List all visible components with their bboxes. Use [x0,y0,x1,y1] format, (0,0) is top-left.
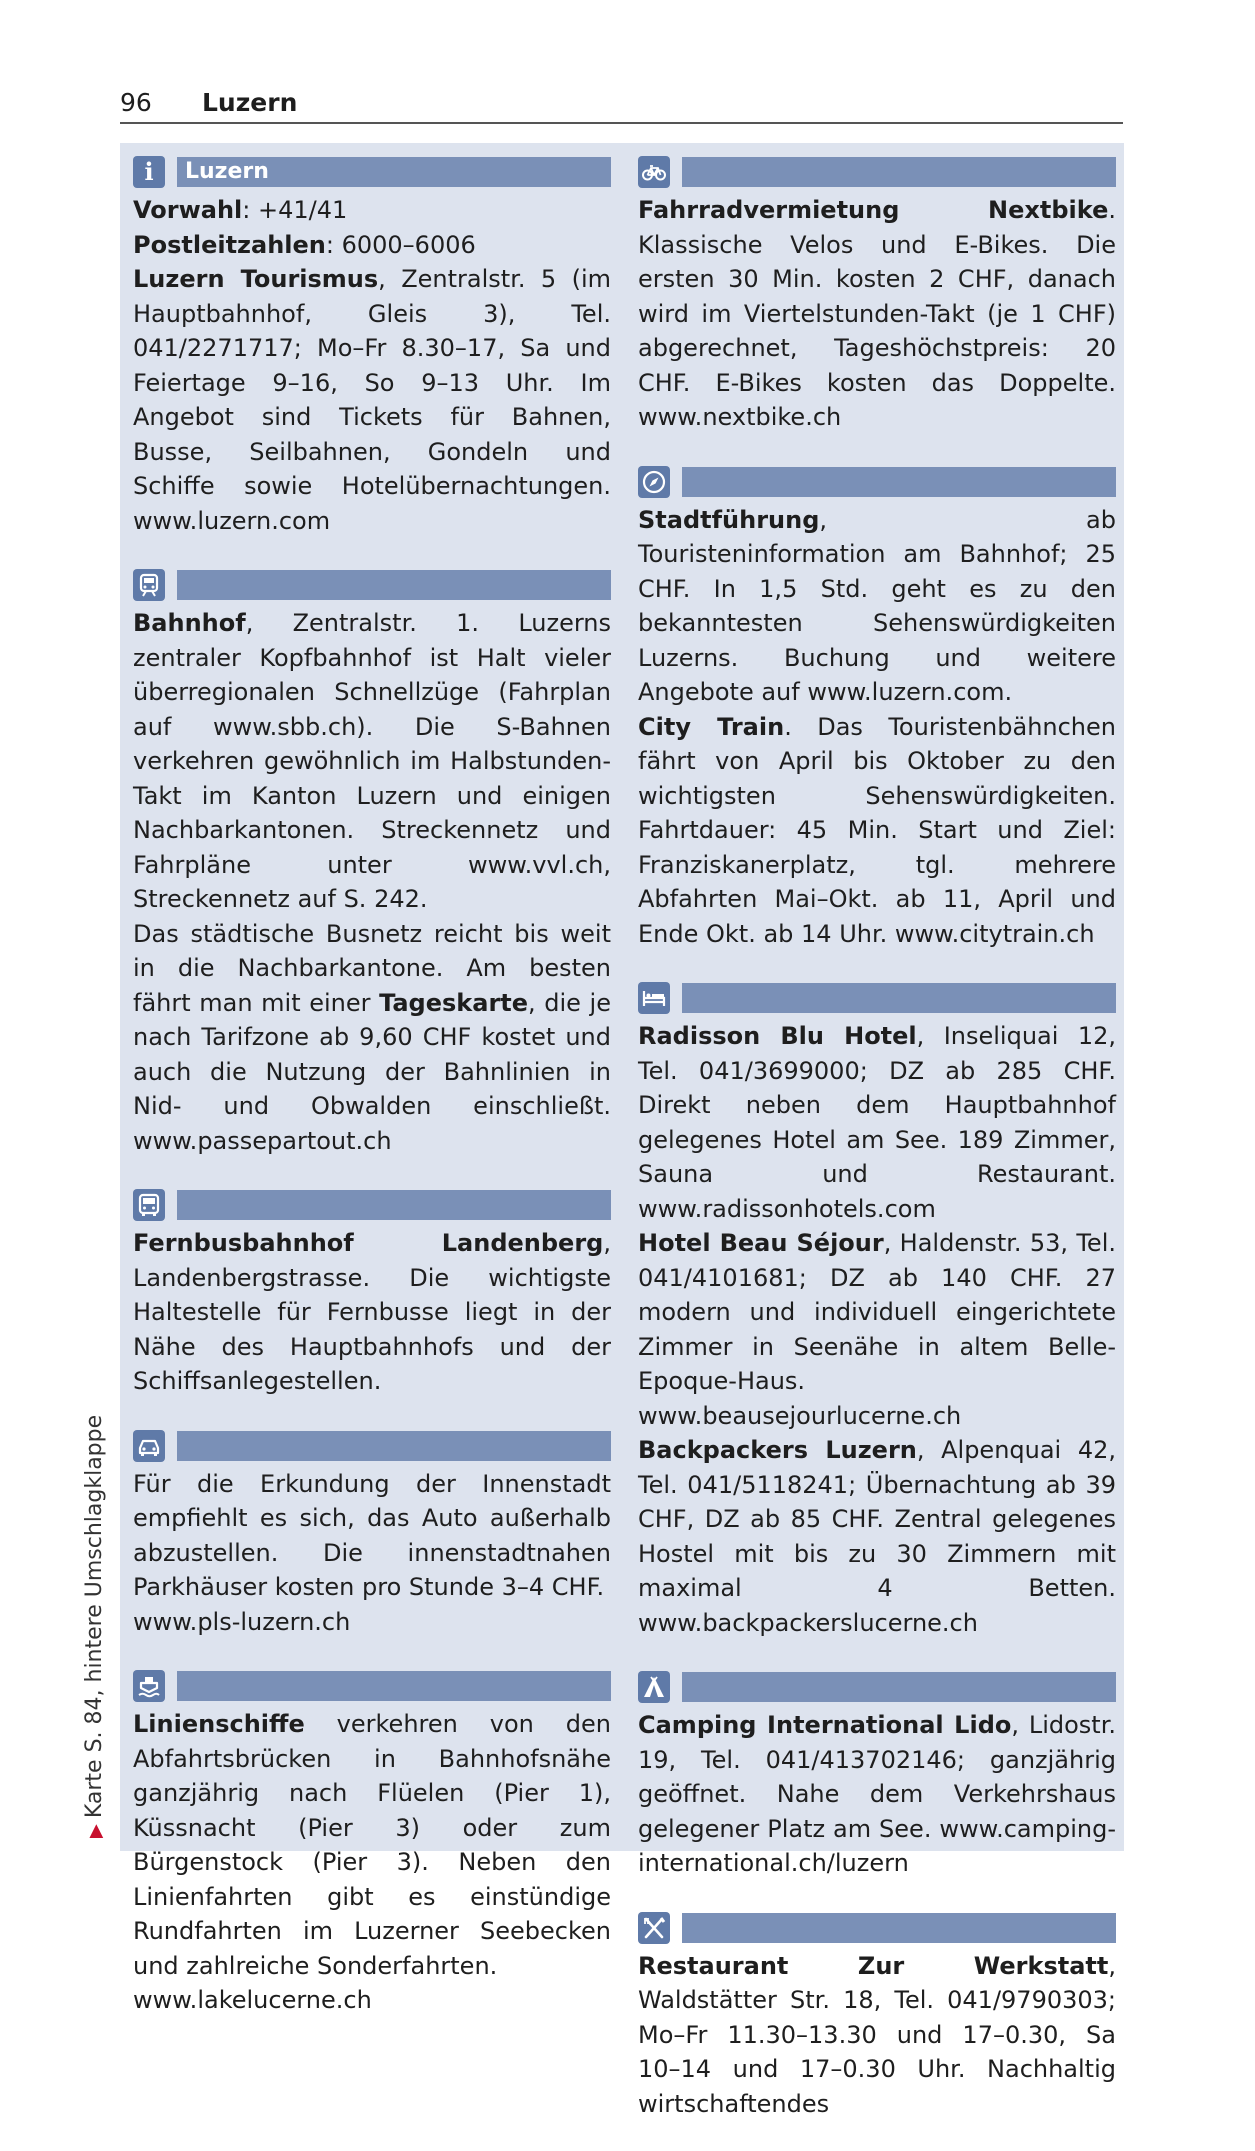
ship-icon [133,1670,165,1702]
bicycle-section [638,155,1116,435]
train-icon [133,569,165,601]
car-icon [133,1430,165,1462]
parking-url: www.pls-luzern.ch [133,1607,351,1636]
right-column [638,155,1116,2151]
section-bar [682,983,1116,1013]
train-section [133,568,611,1158]
section-bar [682,1913,1116,1943]
page-title: Luzern [202,88,298,117]
info-icon: i [133,156,165,188]
section-bar [682,1672,1116,1702]
bed-icon [638,982,670,1014]
compass-icon [638,466,670,498]
vorwahl-line: Vorwahl: +41/41 [133,196,348,224]
backpackers-entry: Backpackers Luzern, Alpenquai 42, Tel. 041/5118241; Übernachtung ab 39 CHF, DZ ab 85 CHF. Zentral gelegenes Hostel mit bis zu 30 Zimmern mit maximal 4 Betten. www.backpackerslucerne.ch [638,1436,1116,1637]
ship-section [133,1669,611,2018]
section-bar [177,1190,611,1220]
linienschiffe-entry: Linienschiffe verkehren von den Abfahrtsbrücken in Bahnhofsnähe ganzjährig nach Flüelen (Pier 1), Küssnacht (Pier 3) oder zum Bürgenstock (Pier 3). Neben den Linienfahrten gibt es einstündige Rundfahrten im Luzerner Seebecken und zahlreiche Sonderfahrten. [133,1710,611,1980]
bus-section [133,1188,611,1399]
info-panel [120,143,1124,2118]
section-bar [682,467,1116,497]
section-bar [177,1671,611,1701]
tours-section [638,465,1116,952]
bus-icon [133,1189,165,1221]
section-bar [177,1431,611,1461]
beau-sejour-entry: Hotel Beau Séjour, Haldenstr. 53, Tel. 041/4101681; DZ ab 140 CHF. 27 modern und individuell eingerichtete Zimmer in Seenähe in altem Belle-Epoque-Haus. www.beausejourlucerne.ch [638,1229,1116,1430]
parking-entry: Für die Erkundung der Innenstadt empfiehlt es sich, das Auto außerhalb abzustellen. Die innenstadtnahen Parkhäuser kosten pro Stunde 3–4 CHF. [133,1469,611,1601]
map-reference-text: Karte S. 84, hintere Umschlagklappe [82,1414,107,1819]
fork-knife-icon [638,1912,670,1944]
fernbus-entry: Fernbusbahnhof Landenberg, Landenbergstrasse. Die wichtigste Haltestelle für Fernbusse liegt in der Nähe des Hauptbahnhofs und der Schiffsanlegestellen. [133,1229,611,1395]
camping-lido-entry: Camping International Lido, Lidostr. 19, Tel. 041/413702146; ganzjährig geöffnet. Nahe dem Verkehrshaus gelegener Platz am See. www.camping-international.ch/luzern [638,1711,1116,1877]
nextbike-entry: Fahrradvermietung Nextbike. Klassische Velos und E-Bikes. Die ersten 30 Min. kosten 2 CHF, danach wird im Viertelstunden-Takt (je 1 CHF) abgerechnet, Tageshöchstpreis: 20 CHF. E-Bikes kosten das Doppelte. www.nextbike.ch [638,196,1116,431]
section-title-bar: Luzern [177,157,611,187]
restaurant-section [638,1911,1116,2122]
busnetz-entry: Das städtische Busnetz reicht bis weit in die Nachbarkantone. Am besten fährt man mit einer Tageskarte, die je nach Tarifzone ab 9,60 CHF kostet und auch die Nutzung der Bahnlinien in Nid- und Obwalden einschließt. www.passepartout.ch [133,919,611,1155]
bahnhof-entry: Bahnhof, Zentralstr. 1. Luzerns zentraler Kopfbahnhof ist Halt vieler überregionalen Schnellzüge (Fahrplan auf www.sbb.ch). Die S-Bahnen verkehren gewöhnlich im Halbstunden-Takt im Kanton Luzern und einigen Nachbarkantonen. Streckennetz und Fahrpläne unter www.vvl.ch, Streckennetz auf S. 242. [133,609,611,913]
page-header [120,88,1123,124]
section-bar [177,570,611,600]
section-bar [682,157,1116,187]
postleitzahlen-line: Postleitzahlen: 6000–6006 [133,230,476,259]
triangle-marker-icon: ▶ [85,1824,106,1838]
stadtfuehrung-entry: Stadtführung, ab Touristeninformation am Bahnhof; 25 CHF. In 1,5 Std. geht es zu den bekanntesten Sehenswürdigkeiten Luzerns. Buchung und weitere Angebote auf www.luzern.com. [638,505,1116,706]
info-section [133,155,611,538]
page-number: 96 [120,88,152,117]
left-column [133,155,611,2048]
ship-url: www.lakelucerne.ch [133,1986,372,2014]
camping-section [638,1670,1116,1881]
city-train-entry: City Train. Das Touristenbähnchen fährt von April bis Oktober zu den wichtigsten Sehenswürdigkeiten. Fahrtdauer: 45 Min. Start und Ziel: Franziskanerplatz, tgl. mehrere Abfahrten Mai–Okt. ab 11, April und Ende Okt. ab 14 Uhr. www.citytrain.ch [638,712,1116,948]
car-section [133,1429,611,1640]
map-reference-note [82,1415,107,1838]
bicycle-icon [638,156,670,188]
tourism-office-entry: Luzern Tourismus, Zentralstr. 5 (im Hauptbahnhof, Gleis 3), Tel. 041/2271717; Mo–Fr 8.30–17, Sa und Feiertage 9–16, So 9–13 Uhr. Im Angebot sind Tickets für Bahnen, Busse, Seilbahnen, Gondeln und Schiffe sowie Hotelübernachtungen. www.luzern.com [133,265,611,535]
hotels-section [638,981,1116,1640]
werkstatt-entry: Restaurant Zur Werkstatt, Waldstätter Str. 18, Tel. 041/9790303; Mo–Fr 11.30–13.30 und 17–0.30, Sa 10–14 und 17–0.30 Uhr. Nachhaltig wirtschaftendes [638,1951,1116,2118]
tent-icon [638,1671,670,1703]
radisson-entry: Radisson Blu Hotel, Inseliquai 12, Tel. 041/3699000; DZ ab 285 CHF. Direkt neben dem Hauptbahnhof gelegenes Hotel am See. 189 Zimmer, Sauna und Restaurant. www.radissonhotels.com [638,1022,1116,1223]
